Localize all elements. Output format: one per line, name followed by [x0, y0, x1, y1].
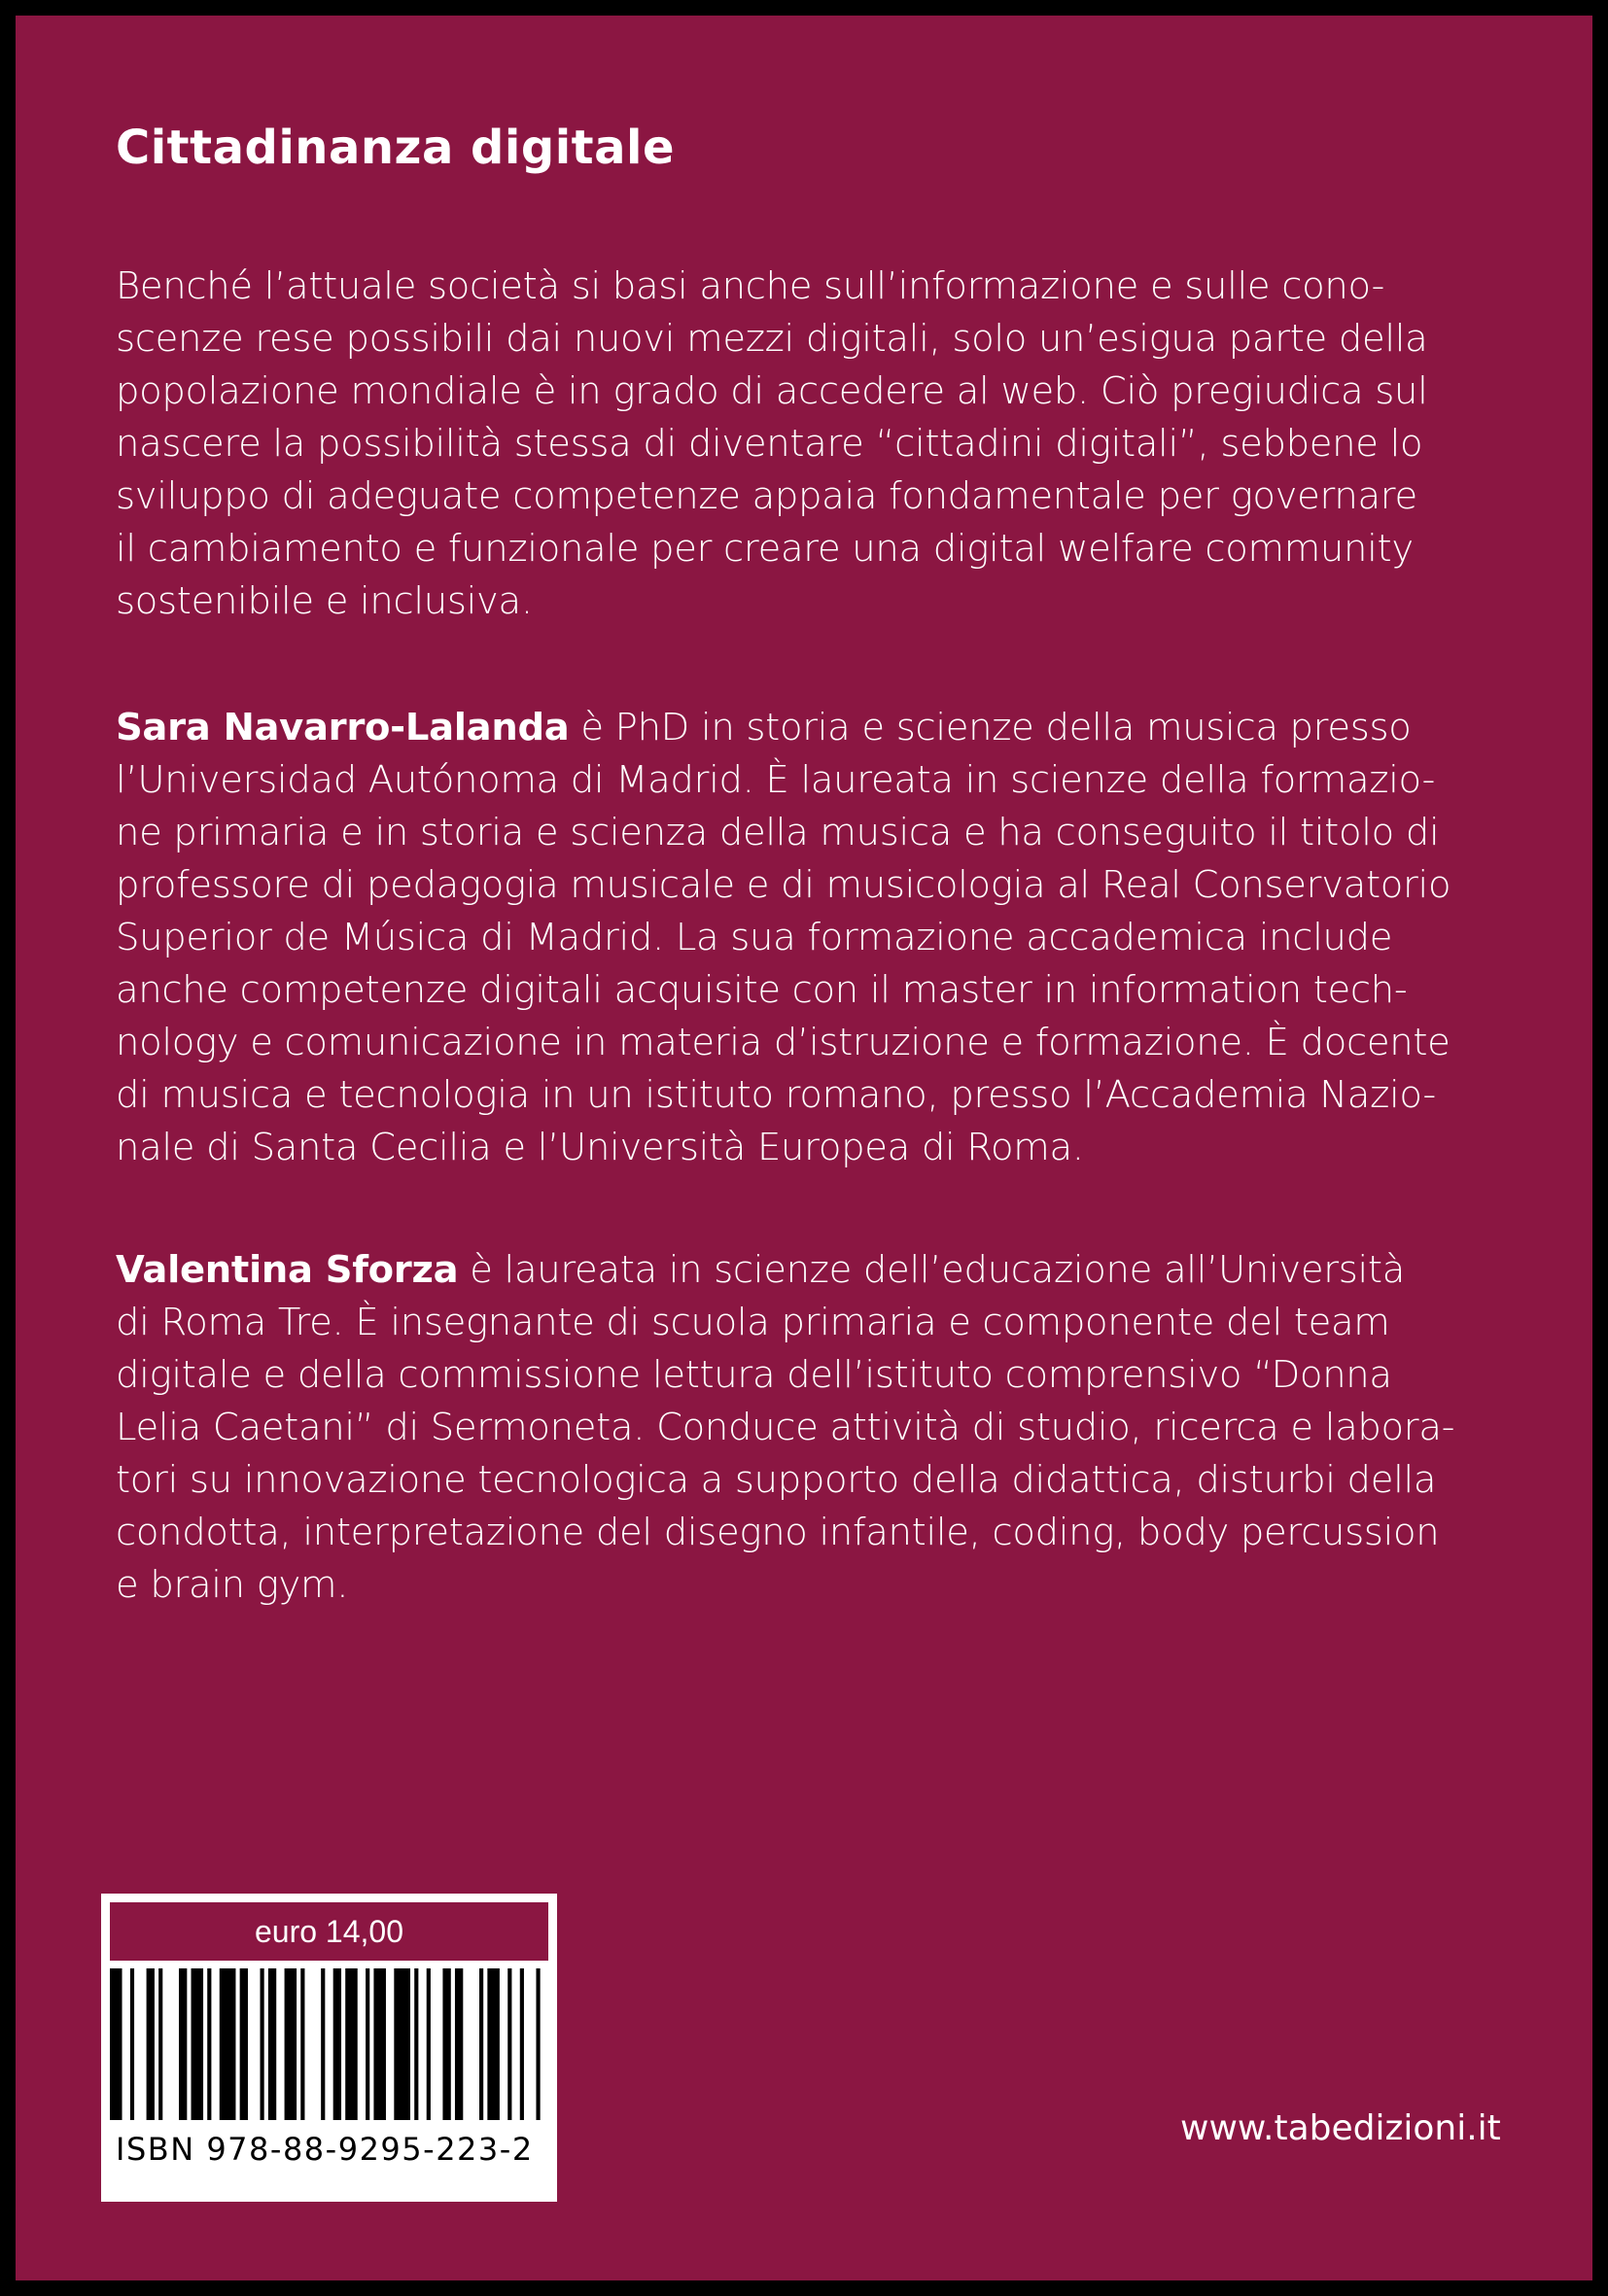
barcode-bar — [179, 1968, 187, 2120]
bio-line: nology e comunicazione in materia d’istruzione e formazione. È docente — [116, 1021, 1451, 1064]
back-cover — [16, 16, 1592, 2280]
barcode-bar — [427, 1968, 431, 2120]
barcode-bar — [147, 1968, 155, 2120]
bio-line: Superior de Música di Madrid. La sua formazione accademica include — [116, 916, 1393, 959]
blurb-line: scenze rese possibili dai nuovi mezzi digitali, solo un’esigua parte della — [116, 317, 1428, 361]
bio-text: è laureata in scienze dell’educazione all’Università — [458, 1248, 1405, 1292]
bio-line: e brain gym. — [116, 1563, 349, 1607]
barcode-bar — [300, 1968, 304, 2120]
barcode-bar — [130, 1968, 134, 2120]
bio-line: nale di Santa Cecilia e l’Università Europea di Roma. — [116, 1126, 1084, 1169]
barcode-bar — [268, 1968, 276, 2120]
blurb-line: il cambiamento e funzionale per creare una digital welfare community — [116, 527, 1414, 571]
bio-line: ne primaria e in storia e scienza della musica e ha conseguito il titolo di — [116, 811, 1440, 854]
bio-first-line — [116, 1244, 1516, 1297]
barcode-label — [101, 1894, 557, 2202]
barcode-bar — [158, 1968, 162, 2120]
bio-line: digitale e della commissione lettura dell’istituto comprensivo “Donna — [116, 1353, 1392, 1397]
barcode-bar — [261, 1968, 264, 2120]
book-blurb — [116, 261, 1516, 628]
bio-line: di musica e tecnologia in un istituto romano, presso l’Accademia Nazio- — [116, 1073, 1436, 1117]
barcode-bar — [285, 1968, 297, 2120]
book-title: Cittadinanza digitale — [116, 121, 676, 175]
blurb-line: nascere la possibilità stessa di diventare “cittadini digitali”, sebbene lo — [116, 422, 1423, 466]
barcode-bar — [110, 1968, 122, 2120]
bio-line: Lelia Caetani” di Sermoneta. Conduce attività di studio, ricerca e labora- — [116, 1406, 1455, 1449]
bio-line: tori su innovazione tecnologica a supporto della didattica, disturbi della — [116, 1458, 1437, 1502]
isbn-number: ISBN 978-88-9295-223-2 — [116, 2131, 534, 2168]
author-name: Sara Navarro-Lalanda — [116, 706, 570, 749]
barcode-icon — [110, 1968, 548, 2120]
price-label: euro 14,00 — [110, 1902, 548, 1961]
barcode-bar — [507, 1968, 511, 2120]
publisher-website[interactable]: www.tabedizioni.it — [1180, 2108, 1501, 2148]
blurb-line: sostenibile e inclusiva. — [116, 579, 533, 623]
barcode-bar — [366, 1968, 369, 2120]
barcode-bar — [207, 1968, 211, 2120]
bio-line: condotta, interpretazione del disegno infantile, coding, body percussion — [116, 1511, 1440, 1554]
barcode-bar — [345, 1968, 358, 2120]
barcode-bar — [220, 1968, 236, 2120]
barcode-bar — [373, 1968, 386, 2120]
bio-line: professore di pedagogia musicale e di musicologia al Real Conservatorio — [116, 863, 1451, 907]
barcode-bar — [333, 1968, 341, 2120]
barcode-bar — [414, 1968, 418, 2120]
barcode-bar — [321, 1968, 325, 2120]
blurb-line: popolazione mondiale è in grado di accedere al web. Ciò pregiudica sul — [116, 369, 1428, 413]
author-bio-sforza — [116, 1244, 1516, 1612]
bio-line: anche competenze digitali acquisite con il master in information tech- — [116, 968, 1408, 1012]
barcode-bar — [455, 1968, 463, 2120]
barcode-bar — [520, 1968, 524, 2120]
blurb-line: sviluppo di adeguate competenze appaia fondamentale per governare — [116, 474, 1417, 518]
bio-line: l’Universidad Autónoma di Madrid. È laureata in scienze della formazio- — [116, 758, 1436, 802]
barcode-bar — [394, 1968, 410, 2120]
barcode-bar — [192, 1968, 204, 2120]
author-bio-navarro — [116, 702, 1516, 1174]
blurb-line: Benché l’attuale società si basi anche sull’informazione e sulle cono- — [116, 264, 1385, 308]
barcode-bar — [536, 1968, 540, 2120]
author-name: Valentina Sforza — [116, 1248, 459, 1292]
bio-line: di Roma Tre. È insegnante di scuola primaria e componente del team — [116, 1301, 1390, 1344]
barcode-bar — [442, 1968, 450, 2120]
barcode-bar — [487, 1968, 500, 2120]
barcode-bar — [240, 1968, 248, 2120]
barcode-bar — [479, 1968, 483, 2120]
bio-text: è PhD in storia e scienze della musica presso — [569, 706, 1412, 749]
bio-first-line — [116, 702, 1516, 754]
